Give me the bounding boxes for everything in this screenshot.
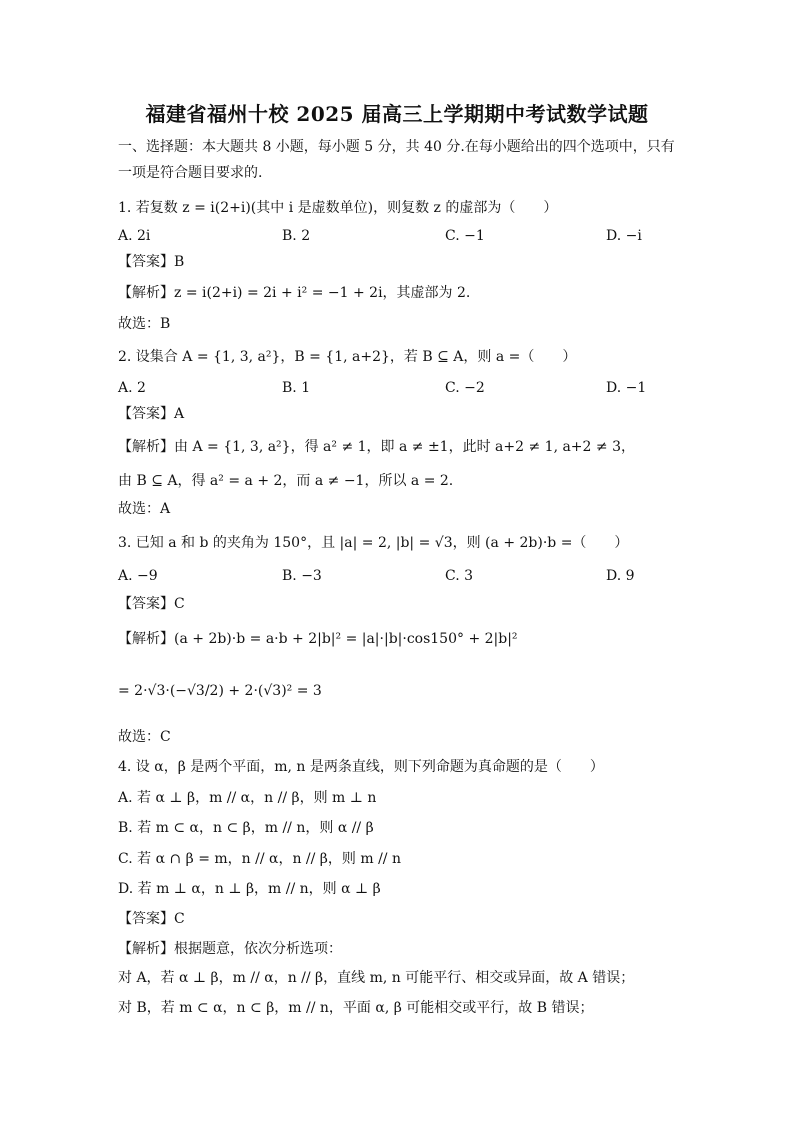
q1-choice: 故选：B <box>118 316 171 332</box>
q1-option-c: C. −1 <box>445 228 485 244</box>
q1-option-d: D. −i <box>606 228 642 244</box>
section-instruction-line-1: 一、选择题：本大题共 8 小题，每小题 5 分，共 40 分.在每小题给出的四个选项中，只有 <box>118 139 675 155</box>
q2-answer: 【答案】A <box>118 406 185 422</box>
q4-option-b: B. 若 m ⊂ α，n ⊂ β，m // n，则 α // β <box>118 820 374 836</box>
q3-option-a: A. −9 <box>118 568 158 584</box>
q2-option-a: A. 2 <box>118 380 146 396</box>
q2-analysis-line-2: 由 B ⊆ A，得 a² = a + 2，而 a ≠ −1，所以 a = 2. <box>118 473 454 489</box>
q3-analysis-line-2: = 2·√3·(−√3/2) + 2·(√3)² = 3 <box>118 683 322 699</box>
q1-stem: 1. 若复数 z = i(2+i)(其中 i 是虚数单位)，则复数 z 的虚部为（ ） <box>118 200 558 216</box>
q3-stem: 3. 已知 a 和 b 的夹角为 150°，且 |a| = 2, |b| = √3，则 (a + 2b)·b =（ ） <box>118 535 629 551</box>
q1-analysis: 【解析】z = i(2+i) = 2i + i² = −1 + 2i，其虚部为 2. <box>118 285 471 301</box>
q4-answer: 【答案】C <box>118 911 185 927</box>
section-instruction-line-2: 一项是符合题目要求的. <box>118 165 263 181</box>
q2-option-c: C. −2 <box>445 380 485 396</box>
q4-option-a: A. 若 α ⊥ β，m // α，n // β，则 m ⊥ n <box>118 790 377 806</box>
q4-option-c: C. 若 α ∩ β = m，n // α，n // β，则 m // n <box>118 851 401 867</box>
q4-stem: 4. 设 α，β 是两个平面，m, n 是两条直线，则下列命题为真命题的是（ ） <box>118 759 604 775</box>
q2-option-d: D. −1 <box>606 380 647 396</box>
q4-option-d: D. 若 m ⊥ α，n ⊥ β，m // n，则 α ⊥ β <box>118 881 381 897</box>
q3-answer: 【答案】C <box>118 596 185 612</box>
q3-option-c: C. 3 <box>445 568 474 584</box>
q1-answer: 【答案】B <box>118 254 185 270</box>
q4-analysis-line-2: 对 A，若 α ⊥ β，m // α，n // β，直线 m, n 可能平行、相交或异面，故 A 错误； <box>118 970 635 986</box>
q2-analysis-line-1: 【解析】由 A = {1, 3, a²}，得 a² ≠ 1，即 a ≠ ±1，此时 a+2 ≠ 1, a+2 ≠ 3， <box>118 439 635 455</box>
q3-option-d: D. 9 <box>606 568 635 584</box>
q2-stem: 2. 设集合 A = {1, 3, a²}，B = {1, a+2}，若 B ⊆ A，则 a =（ ） <box>118 349 577 365</box>
q4-analysis-line-1: 【解析】根据题意，依次分析选项： <box>118 941 342 957</box>
q2-choice: 故选：A <box>118 501 171 517</box>
q3-option-b: B. −3 <box>282 568 322 584</box>
q4-analysis-line-3: 对 B，若 m ⊂ α，n ⊂ β，m // n，平面 α, β 可能相交或平行，故 B 错误； <box>118 1000 594 1016</box>
q3-analysis-line-1: 【解析】(a + 2b)·b = a·b + 2|b|² = |a|·|b|·cos150° + 2|b|² <box>118 631 518 647</box>
q3-choice: 故选：C <box>118 729 171 745</box>
q2-option-b: B. 1 <box>282 380 311 396</box>
q1-option-a: A. 2i <box>118 228 151 244</box>
page-title: 福建省福州十校 2025 届高三上学期期中考试数学试题 <box>145 102 649 126</box>
q1-option-b: B. 2 <box>282 228 311 244</box>
